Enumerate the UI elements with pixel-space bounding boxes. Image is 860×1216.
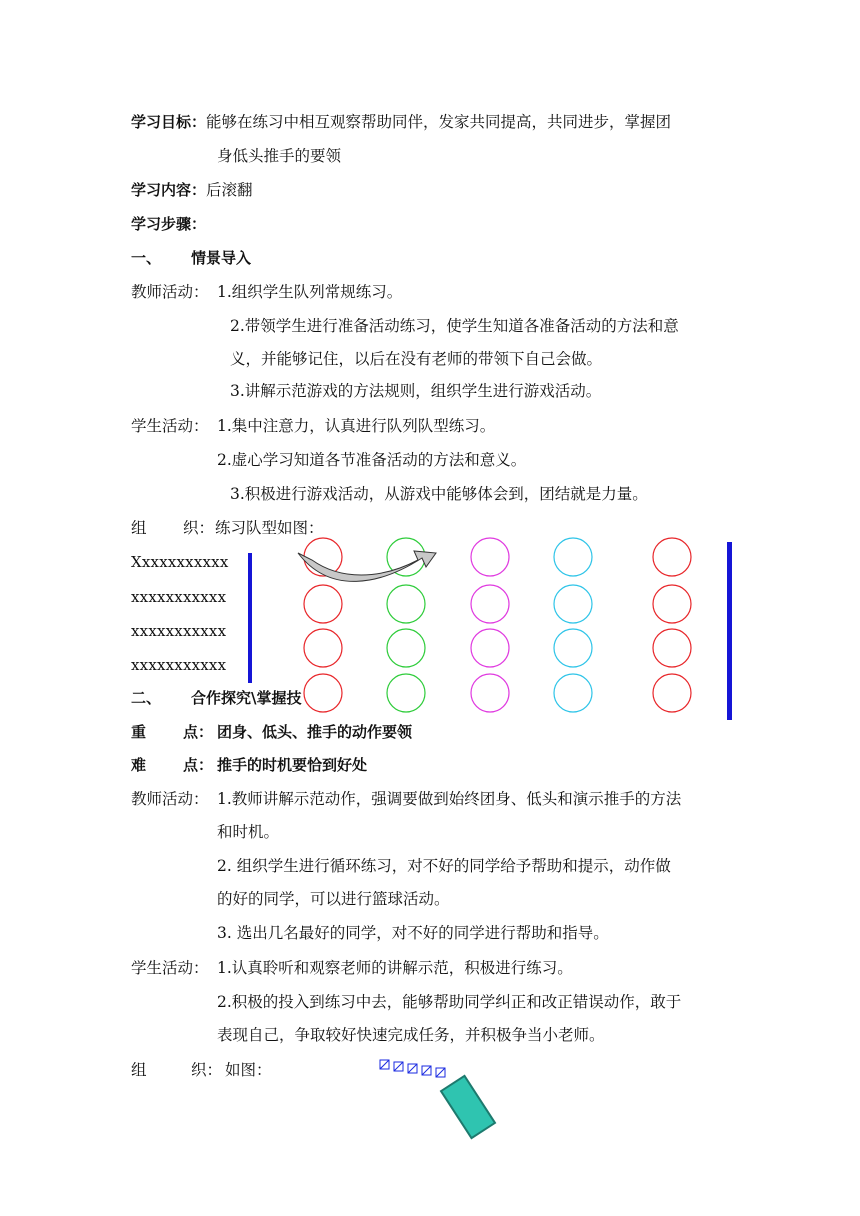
student2-item-2b: 表现自己，争取较好快速完成任务，并积极争当小老师。: [217, 1026, 605, 1044]
small-box-slash: [436, 1068, 445, 1077]
left-boundary-bar: [248, 553, 252, 683]
teacher2-item-3: 3. 选出几名最好的同学，对不好的同学进行帮助和指导。: [217, 924, 609, 942]
student1-item-3: 3.积极进行游戏活动，从游戏中能够体会到，团结就是力量。: [230, 485, 648, 503]
org1-text: 练习队型如图：: [215, 519, 324, 537]
small-box-slash: [394, 1062, 403, 1071]
student-circle: [653, 538, 691, 576]
teacher1-item-2b: 义，并能够记住，以后在没有老师的带领下自己会做。: [230, 350, 603, 368]
org2-label-2: 织：: [191, 1061, 223, 1079]
mat-icon: [441, 1076, 495, 1138]
student-circle: [471, 629, 509, 667]
circles-grid: [304, 538, 691, 712]
org1-label-1: 组: [131, 519, 147, 537]
x-row-1: Xxxxxxxxxxx: [131, 553, 229, 571]
small-box-slash: [422, 1066, 431, 1075]
teacher2-item-2b: 的好的同学，可以进行篮球活动。: [217, 890, 450, 908]
student-circle: [387, 629, 425, 667]
steps-label: 学习步骤：: [131, 215, 207, 233]
difficulty-text: 推手的时机要恰到好处: [217, 756, 368, 774]
student-circle: [304, 674, 342, 712]
small-box-slash: [380, 1060, 389, 1069]
teacher1-label: 教师活动：: [131, 283, 209, 301]
student-circle: [471, 538, 509, 576]
section1-num: 一、: [131, 249, 162, 267]
small-boxes-row: [380, 1060, 445, 1077]
student-circle: [653, 629, 691, 667]
teacher2-item-2: 2. 组织学生进行循环练习，对不好的同学给予帮助和提示，动作做: [217, 857, 671, 875]
student-circle: [471, 674, 509, 712]
small-box-slash: [408, 1064, 417, 1073]
org2-text: 如图：: [225, 1061, 272, 1079]
student-circle: [653, 674, 691, 712]
section2-num: 二、: [131, 689, 162, 707]
key-text: 团身、低头、推手的动作要领: [217, 723, 413, 741]
student-circle: [554, 585, 592, 623]
student-circle: [554, 674, 592, 712]
student2-item-2: 2.积极的投入到练习中去，能够帮助同学纠正和改正错误动作，敢于: [217, 993, 682, 1011]
student-circle: [387, 674, 425, 712]
content-label: 学习内容：: [131, 181, 207, 199]
x-row-4: xxxxxxxxxxx: [131, 656, 227, 674]
teacher2-item-1b: 和时机。: [217, 823, 280, 841]
student1-item-1: 1.集中注意力，认真进行队列队型练习。: [217, 417, 496, 435]
section2-title: 合作探究\掌握技: [191, 689, 302, 707]
student-circle: [304, 585, 342, 623]
student-circle: [471, 585, 509, 623]
student-circle: [653, 585, 691, 623]
student-circle: [554, 629, 592, 667]
student-circle: [387, 585, 425, 623]
student2-item-1: 1.认真聆听和观察老师的讲解示范，积极进行练习。: [217, 959, 573, 977]
student-circle: [554, 538, 592, 576]
student-circle: [304, 629, 342, 667]
x-row-2: xxxxxxxxxxx: [131, 588, 227, 606]
teacher2-item-1: 1.教师讲解示范动作，强调要做到始终团身、低头和演示推手的方法: [217, 790, 682, 808]
goal-label: 学习目标：: [131, 113, 207, 131]
right-boundary-bar: [727, 542, 732, 720]
section1-title: 情景导入: [191, 249, 252, 267]
org2-label-1: 组: [131, 1061, 147, 1079]
difficulty-label-1: 难: [131, 756, 147, 774]
curved-arrow-icon: [298, 551, 436, 581]
teacher1-item-1: 1.组织学生队列常规练习。: [217, 283, 403, 301]
student2-label: 学生活动：: [131, 959, 209, 977]
teacher2-label: 教师活动：: [131, 790, 209, 808]
goal-text-1: 能够在练习中相互观察帮助同伴，发家共同提高，共同进步，掌握团: [206, 113, 672, 131]
x-row-3: xxxxxxxxxxx: [131, 622, 227, 640]
org1-label-2: 织：: [183, 519, 215, 537]
key-label-1: 重: [131, 723, 147, 741]
student1-label: 学生活动：: [131, 417, 209, 435]
goal-text-2: 身低头推手的要领: [217, 147, 342, 165]
key-label-2: 点：: [183, 723, 214, 741]
content-text: 后滚翻: [206, 181, 253, 199]
student1-item-2: 2.虚心学习知道各节准备活动的方法和意义。: [217, 451, 527, 469]
teacher1-item-3: 3.讲解示范游戏的方法规则，组织学生进行游戏活动。: [230, 382, 602, 400]
teacher1-item-2: 2.带领学生进行准备活动练习，使学生知道各准备活动的方法和意: [230, 317, 679, 335]
difficulty-label-2: 点：: [183, 756, 214, 774]
